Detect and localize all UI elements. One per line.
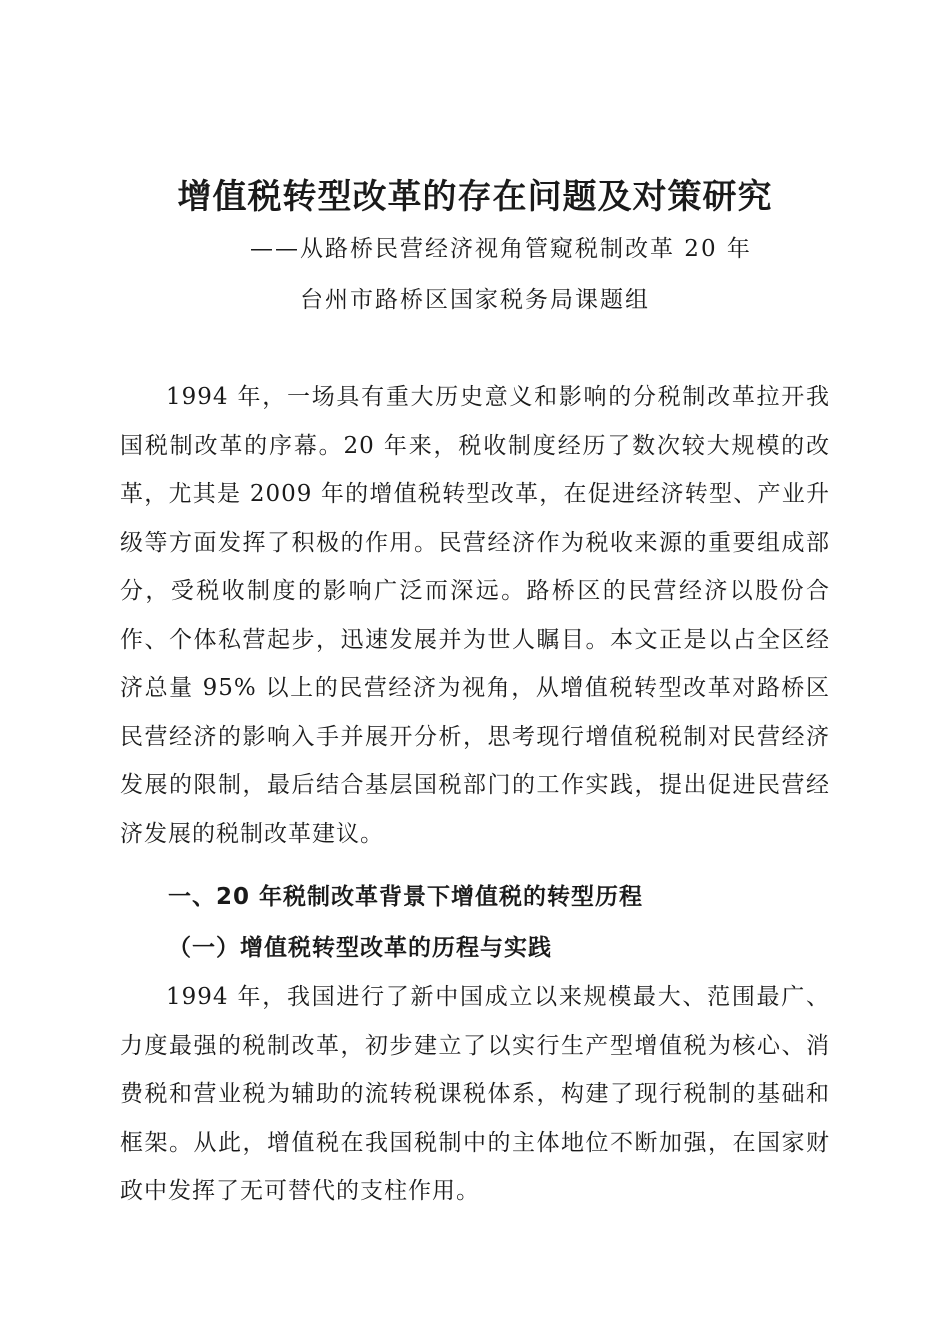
paragraph-intro: 1994 年，一场具有重大历史意义和影响的分税制改革拉开我国税制改革的序幕。20 年来，税收制度经历了数次较大规模的改革，尤其是 2009 年的增值税转型改革，在促进经济转型、产业升级等方面发挥了积极的作用。民营经济作为税收来源的重要组成部分，受税收制度的影响广泛而深远。路桥区的民营经济以股份合作、个体私营起步，迅速发展并为世人瞩目。本文正是以占全区经济总量 95% 以上的民营经济为视角，从增值税转型改革对路桥区民营经济的影响入手并展开分析，思考现行增值税税制对民营经济发展的限制，最后结合基层国税部门的工作实践，提出促进民营经济发展的税制改革建议。 <box>120 384 830 847</box>
subsection-heading-1: （一）增值税转型改革的历程与实践 <box>168 934 552 961</box>
document-author: 台州市路桥区国家税务局课题组 <box>300 287 650 313</box>
paragraph-history: 1994 年，我国进行了新中国成立以来规模最大、范围最广、力度最强的税制改革，初步建立了以实行生产型增值税为核心、消费税和营业税为辅助的流转税课税体系，构建了现行税制的基础和框架。从此，增值税在我国税制中的主体地位不断加强，在国家财政中发挥了无可替代的支柱作用。 <box>120 984 830 1204</box>
document-title: 增值税转型改革的存在问题及对策研究 <box>177 177 773 217</box>
document-subtitle: ——从路桥民营经济视角管窥税制改革 20 年 <box>250 236 752 262</box>
section-heading-1: 一、20 年税制改革背景下增值税的转型历程 <box>168 884 644 910</box>
